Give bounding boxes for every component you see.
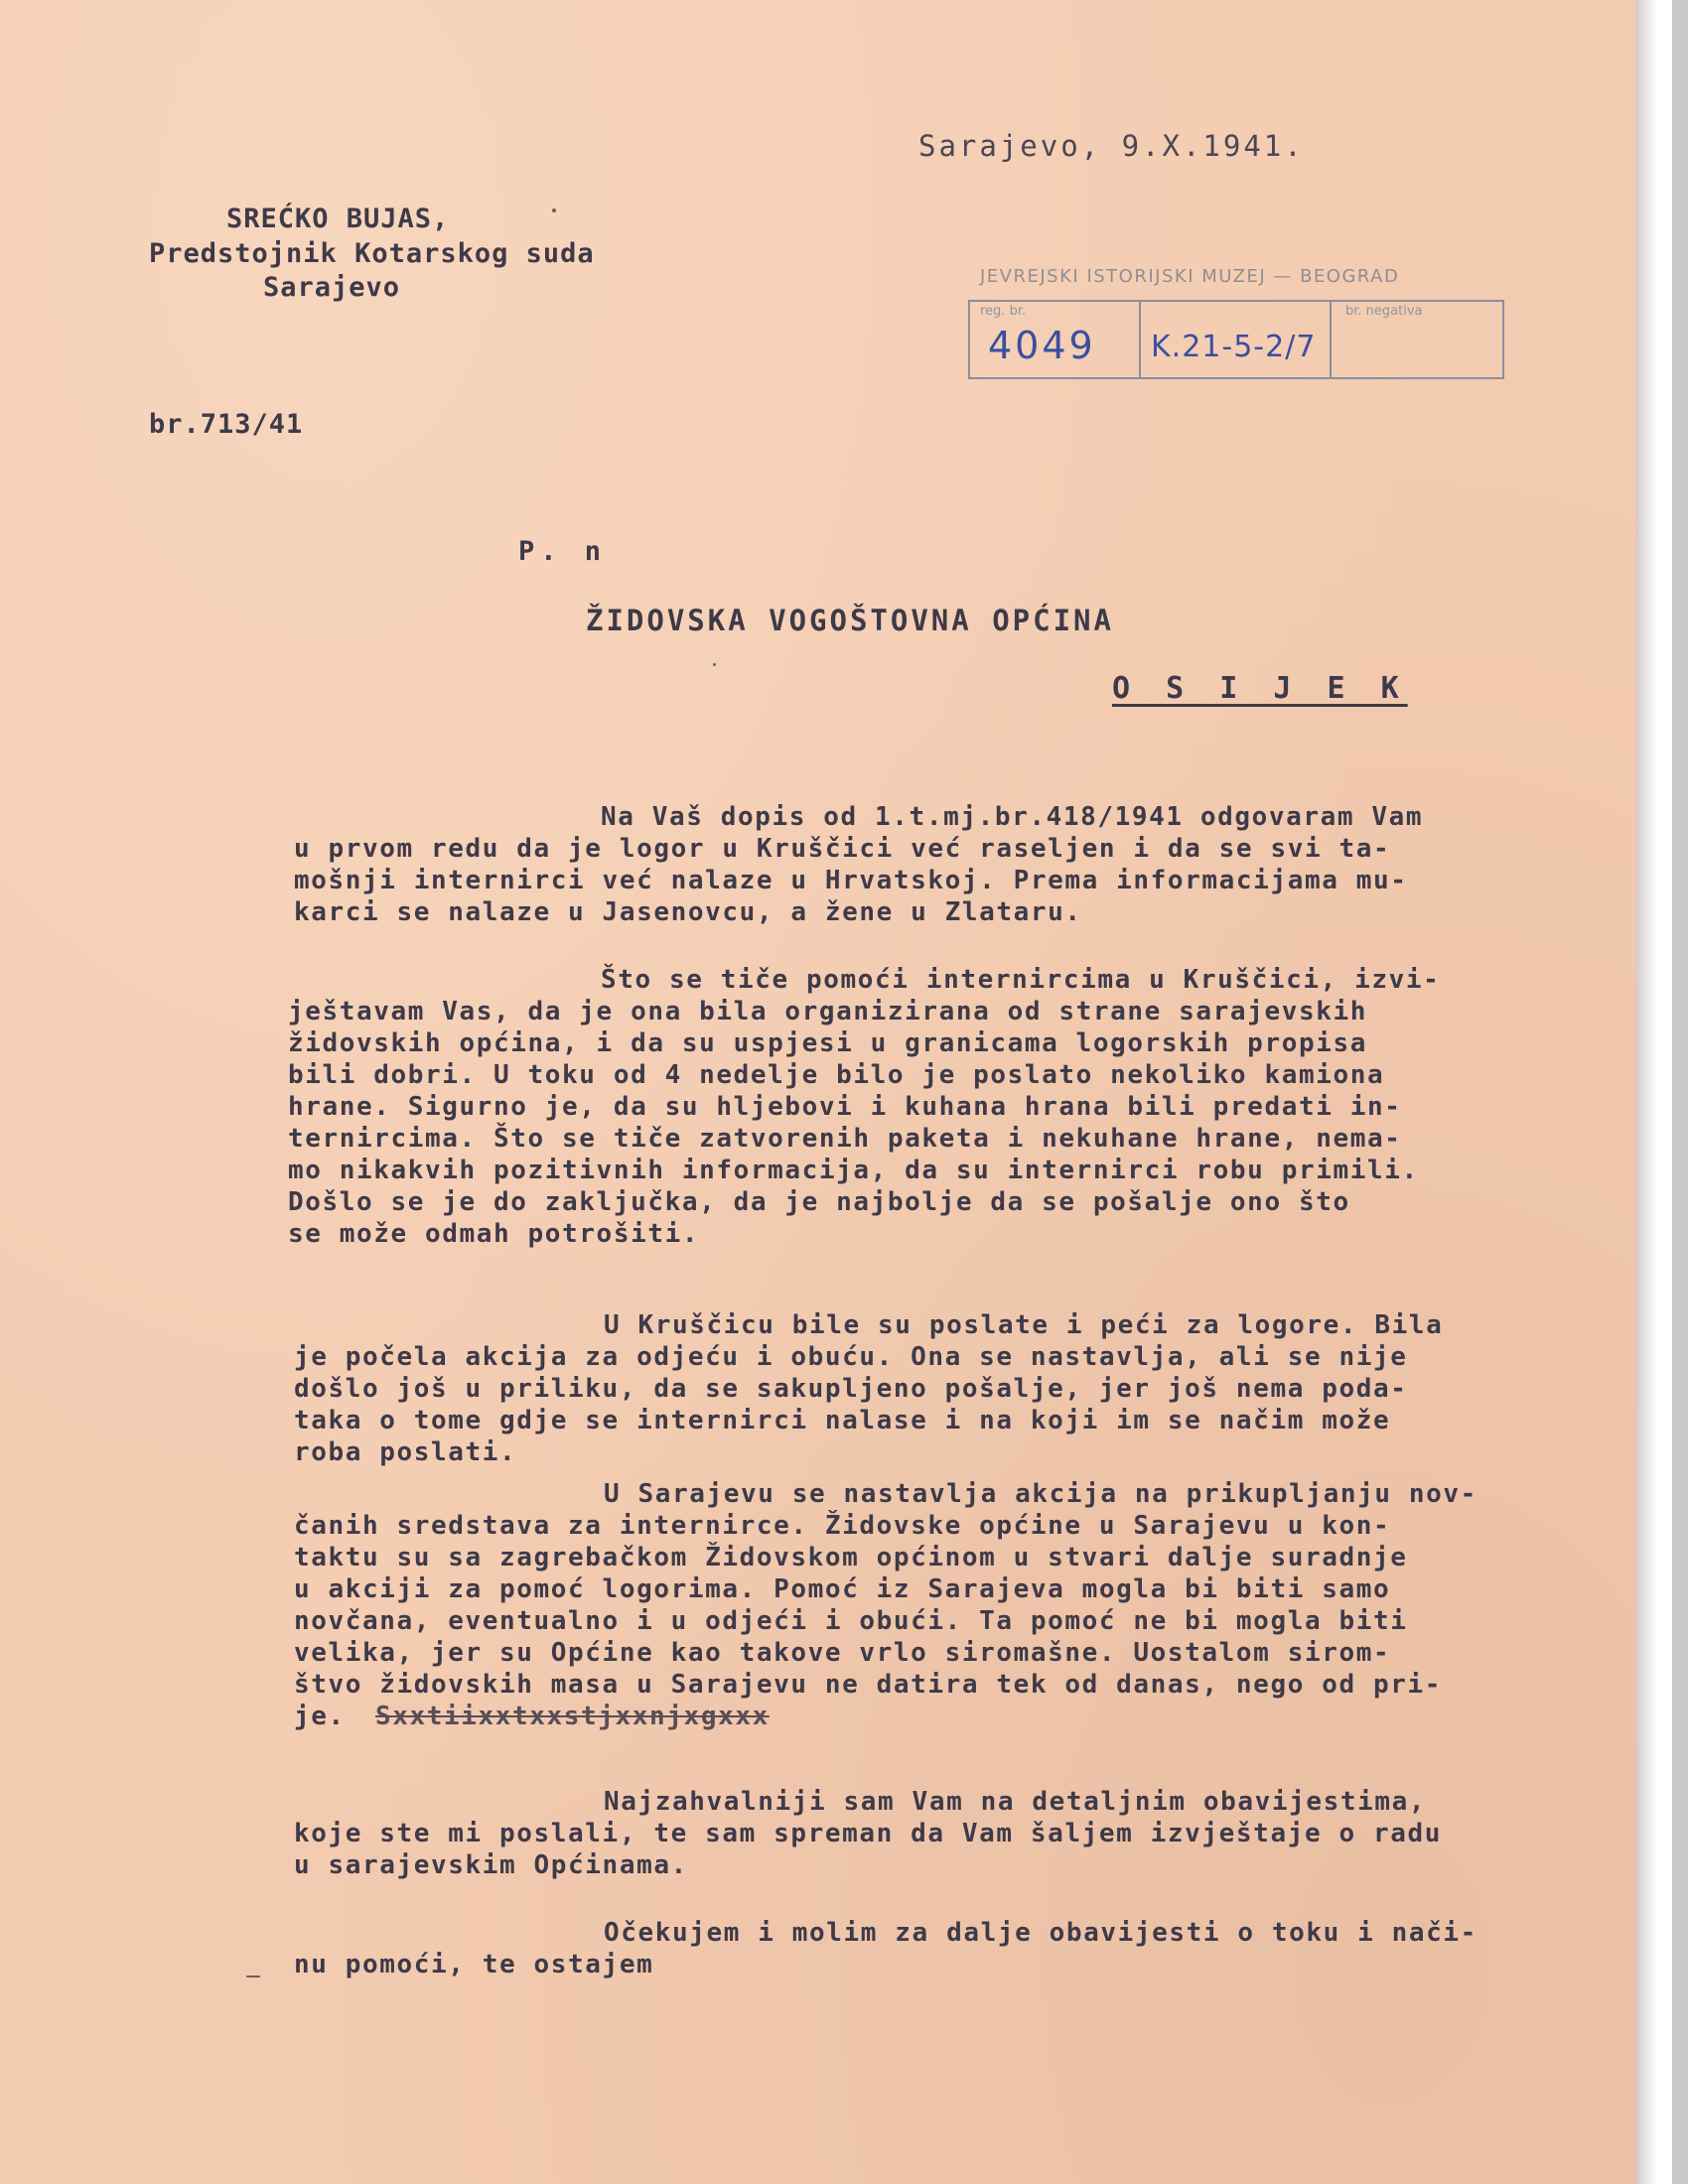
paper-speck [552, 208, 556, 212]
body-line: štvo židovskih masa u Sarajevu ne datira tek od danas, nego od pri- [294, 1670, 1442, 1700]
paper-speck [713, 663, 716, 666]
sender-city: Sarajevo [263, 272, 401, 303]
recipient-city: O S I J E K [1112, 671, 1408, 706]
body-line: židovskih općina, i da su uspjesi u granicama logorskih propisa [288, 1028, 1367, 1058]
stamp-institution: JEVREJSKI ISTORIJSKI MUZEJ — BEOGRAD [980, 266, 1400, 287]
body-line: je. [294, 1702, 346, 1731]
letter-date: Sarajevo, 9.X.1941. [918, 129, 1305, 163]
body-line: roba poslati. [294, 1437, 517, 1467]
body-line: Došlo se je do zaključka, da je najbolje da se pošalje ono što [288, 1187, 1350, 1217]
stamp-label-inv: br. negativa [1345, 304, 1423, 319]
stamp-box [968, 300, 1504, 379]
body-line: Na Vaš dopis od 1.t.mj.br.418/1941 odgovaram Vam [601, 802, 1424, 832]
body-line: bili dobri. U toku od 4 nedelje bilo je poslato nekoliko kamiona [288, 1060, 1385, 1090]
stamp-signature-code: K.21-5-2/7 [1151, 330, 1317, 364]
paper-speck [246, 1976, 260, 1978]
page-edge-shadow [1636, 0, 1656, 2184]
stamp-cell-signature [1141, 302, 1332, 377]
body-line: ještavam Vas, da je ona bila organizirana od strane sarajevskih [288, 997, 1367, 1026]
body-line: mošnji internirci već nalaze u Hrvatskoj. Prema informacijama mu- [294, 866, 1408, 895]
stamp-label-reg: reg. br. [980, 304, 1027, 319]
sender-title: Predstojnik Kotarskog suda [149, 238, 595, 269]
recipient-name: ŽIDOVSKA VOGOŠTOVNA OPĆINA [586, 604, 1114, 637]
reference-number: br.713/41 [149, 409, 304, 440]
body-line: koje ste mi poslali, te sam spreman da Vam šaljem izvještaje o radu [294, 1819, 1442, 1848]
body-line: došlo još u priliku, da se sakupljeno pošalje, jer još nema poda- [294, 1374, 1408, 1404]
body-line: Najzahvalniji sam Vam na detaljnim obavijestima, [604, 1787, 1427, 1817]
body-line: taktu su sa zagrebačkom Židovskom općinom u stvari dalje suradnje [294, 1543, 1408, 1572]
struck-out-text: Sxxtiixxtxxstjxxnjxgxxx [375, 1702, 770, 1731]
body-line: karci se nalaze u Jasenovcu, a žene u Zlataru. [294, 897, 1082, 927]
body-line: taka o tome gdje se internirci nalase i na koji im se načim može [294, 1406, 1391, 1435]
body-line: Što se tiče pomoći internircima u Kruščici, izvi- [601, 965, 1441, 995]
body-line: hrane. Sigurno je, da su hljebovi i kuhana hrana bili predati in- [288, 1092, 1402, 1122]
body-line: mo nikakvih pozitivnih informacija, da su internirci robu primili. [288, 1156, 1419, 1185]
salutation: P. n [518, 536, 608, 567]
body-line: čanih sredstava za internirce. Židovske općine u Sarajevu u kon- [294, 1511, 1391, 1541]
body-line: velika, jer su Općine kao takove vrlo siromašne. Uostalom sirom- [294, 1638, 1391, 1668]
body-line: nu pomoći, te ostajem [294, 1950, 654, 1979]
sender-name: SREĆKO BUJAS, [226, 204, 450, 234]
stamp-cell-reg [970, 302, 1141, 377]
body-line: U Sarajevu se nastavlja akcija na prikupljanju nov- [604, 1479, 1477, 1509]
body-line: u akciji za pomoć logorima. Pomoć iz Sarajeva mogla bi biti samo [294, 1574, 1391, 1604]
body-line: novčana, eventualno i u odjeći i obući. Ta pomoć ne bi mogla biti [294, 1606, 1408, 1636]
body-line: se može odmah potrošiti. [288, 1219, 700, 1249]
body-line: u sarajevskim Općinama. [294, 1850, 688, 1880]
body-line: Očekujem i molim za dalje obavijesti o toku i nači- [604, 1918, 1477, 1948]
body-line: U Kruščicu bile su poslate i peći za logore. Bila [604, 1310, 1444, 1340]
body-line: je počela akcija za odjeću i obuću. Ona se nastavlja, ali se nije [294, 1342, 1408, 1372]
body-line: ternircima. Što se tiče zatvorenih paketa i nekuhane hrane, nema- [288, 1124, 1402, 1154]
body-line: u prvom redu da je logor u Kruščici već raseljen i da se svi ta- [294, 834, 1391, 864]
stamp-reg-number: 4049 [988, 324, 1096, 367]
archive-stamp [968, 260, 1504, 385]
scan-border [1672, 0, 1688, 2184]
